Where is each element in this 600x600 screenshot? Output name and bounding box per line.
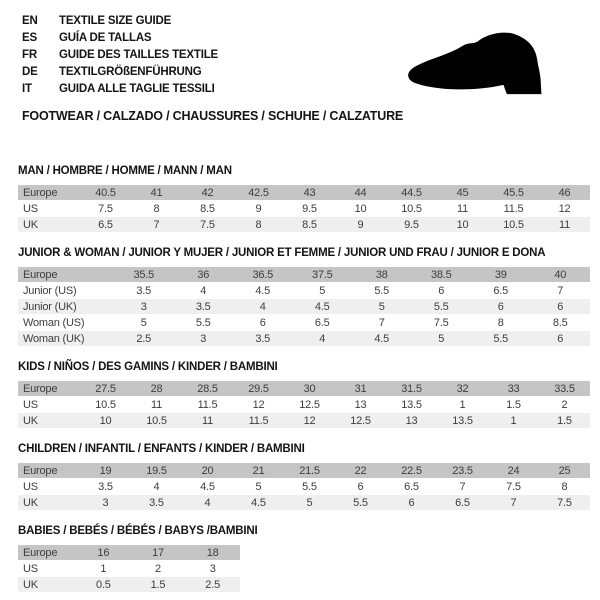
size-cell: 41 [131,185,182,200]
size-cell: 4 [233,299,293,314]
row-label-cell: US [23,480,38,493]
size-cell: 8 [233,217,284,232]
table-row [18,283,590,298]
size-cell: 1.5 [539,413,590,428]
size-cell: 38 [352,267,412,282]
size-cell: 11 [182,413,233,428]
size-cell: 3.5 [174,299,234,314]
size-cell: 3.5 [136,284,152,297]
size-table [18,462,590,511]
table-row [18,217,590,232]
size-cell: 10.5 [488,217,539,232]
size-cell: 45.5 [488,185,539,200]
row-label-cell: Junior (UK) [18,299,114,314]
size-cell: 6 [531,299,591,314]
size-cell: 12.5 [335,413,386,428]
size-cell: 7 [459,480,466,493]
table-row [18,479,590,494]
table-row [18,201,590,216]
size-cell: 32 [437,381,488,396]
size-cell: 28.5 [182,381,233,396]
size-cell: 5 [255,480,262,493]
size-cell: 7 [557,284,564,297]
language-code: ES [22,32,37,44]
size-cell: 8 [153,202,160,215]
size-cell: 33.5 [539,381,590,396]
table-row [18,413,590,428]
size-cell: 31 [335,381,386,396]
size-cell: 5.5 [374,284,390,297]
size-cell: 29.5 [233,381,284,396]
section-title: KIDS / NIÑOS / DES GAMINS / KINDER / BAMBINI [18,361,278,373]
size-cell: 4.5 [352,331,412,346]
size-cell: 13 [354,398,367,411]
table-row [18,545,240,560]
size-cell: 7 [131,217,182,232]
size-table [18,184,590,233]
size-cell: 10.5 [131,413,182,428]
size-cell: 16 [76,545,131,560]
size-cell: 12 [558,202,571,215]
size-guide-sections [18,165,590,600]
size-cell: 36.5 [233,267,293,282]
size-cell: 5.5 [302,480,317,493]
row-label-cell: Europe [18,267,114,282]
size-cell: 11.5 [197,398,218,411]
size-cell: 30 [284,381,335,396]
size-cell: 2.5 [185,577,240,592]
size-cell: 3.5 [98,480,113,493]
row-label-cell: Europe [18,545,76,560]
size-cell: 6.5 [493,284,509,297]
size-cell: 42.5 [233,185,284,200]
row-label-cell: UK [18,577,76,592]
row-label-cell: UK [18,495,80,510]
size-cell: 3 [209,562,216,575]
size-cell: 8.5 [284,217,335,232]
size-cell: 5.5 [412,299,472,314]
row-label-cell: US [23,202,38,215]
size-cell: 8.5 [200,202,215,215]
size-cell: 12 [284,413,335,428]
size-cell: 5 [319,284,326,297]
size-cell: 2 [561,398,568,411]
size-cell: 1 [459,398,466,411]
language-row [22,64,218,81]
section-title: MAN / HOMBRE / HOMME / MANN / MAN [18,165,232,177]
size-cell: 4 [293,331,353,346]
row-label-cell: Europe [18,185,80,200]
table-row [18,267,590,282]
size-cell: 39 [471,267,531,282]
size-cell: 4 [182,495,233,510]
size-cell: 46 [539,185,590,200]
size-cell: 10 [437,217,488,232]
size-cell: 5 [352,299,412,314]
size-cell: 6.5 [314,316,330,329]
shoe-icon [393,20,577,100]
size-cell: 9.5 [302,202,317,215]
size-cell: 3 [80,495,131,510]
size-cell: 4.5 [255,284,271,297]
language-label: TEXTILGRÖßENFÜHRUNG [59,66,202,78]
size-cell: 38.5 [412,267,472,282]
size-cell: 13.5 [437,413,488,428]
size-cell: 40.5 [80,185,131,200]
language-label: GUIDE DES TAILLES TEXTILE [59,49,218,61]
size-cell: 40 [531,267,591,282]
row-label-cell: Woman (UK) [18,331,114,346]
size-cell: 19 [80,463,131,478]
size-cell: 1 [488,413,539,428]
size-cell: 7.5 [506,480,521,493]
language-row [22,13,218,30]
language-row [22,81,218,98]
size-cell: 8 [497,316,504,329]
size-cell: 35.5 [114,267,174,282]
row-label-cell: Junior (US) [23,284,77,297]
table-row [18,397,590,412]
table-row [18,495,590,510]
size-cell: 13.5 [401,398,422,411]
size-cell: 22 [335,463,386,478]
size-cell: 6.5 [80,217,131,232]
row-label-cell: Europe [18,463,80,478]
language-code: EN [22,15,38,27]
row-label-cell: US [23,562,38,575]
table-row [18,463,590,478]
size-cell: 7.5 [433,316,449,329]
language-row [22,47,218,64]
size-section [18,165,590,233]
language-code: FR [22,49,37,61]
size-cell: 6.5 [404,480,419,493]
size-cell: 9.5 [386,217,437,232]
row-label-cell: Europe [18,381,80,396]
size-cell: 44.5 [386,185,437,200]
row-label-cell: US [23,398,38,411]
size-cell: 2 [155,562,161,575]
size-cell: 3 [174,331,234,346]
size-cell: 8 [561,480,568,493]
table-row [18,561,240,576]
size-cell: 18 [185,545,240,560]
language-label: GUÍA DE TALLAS [59,32,152,44]
size-cell: 5.5 [195,316,211,329]
size-cell: 5 [140,316,147,329]
size-table [18,544,240,593]
size-cell: 6 [357,480,364,493]
size-section [18,443,590,511]
size-cell: 24 [488,463,539,478]
table-row [18,331,590,346]
size-cell: 5.5 [471,331,531,346]
size-cell: 12 [252,398,265,411]
size-cell: 10 [80,413,131,428]
size-cell: 11 [456,202,469,215]
size-cell: 19.5 [131,463,182,478]
row-label-cell: UK [18,217,80,232]
size-cell: 45 [437,185,488,200]
language-row [22,30,218,47]
size-cell: 31.5 [386,381,437,396]
row-label-cell: UK [18,413,80,428]
size-cell: 2.5 [114,331,174,346]
language-list [22,13,218,98]
size-cell: 11 [539,217,590,232]
size-cell: 43 [284,185,335,200]
category-title: FOOTWEAR / CALZADO / CHAUSSURES / SCHUHE / CALZATURE [22,109,404,123]
size-cell: 1.5 [506,398,521,411]
size-cell: 21.5 [284,463,335,478]
section-title: BABIES / BEBÉS / BÉBÉS / BABYS /BAMBINI [18,525,258,537]
size-cell: 7 [488,495,539,510]
size-cell: 36 [174,267,234,282]
size-cell: 21 [233,463,284,478]
size-cell: 10.5 [95,398,116,411]
language-code: IT [22,83,32,95]
size-cell: 5 [412,331,472,346]
table-row [18,577,240,592]
size-section [18,525,590,593]
size-cell: 7.5 [98,202,113,215]
size-cell: 33 [488,381,539,396]
section-title: CHILDREN / INFANTIL / ENFANTS / KINDER / BAMBINI [18,443,305,455]
size-cell: 7 [378,316,385,329]
size-cell: 9 [335,217,386,232]
row-label-cell: Woman (US) [23,316,85,329]
table-row [18,185,590,200]
language-code: DE [22,66,38,78]
size-cell: 6 [259,316,266,329]
size-cell: 10 [354,202,367,215]
language-label: TEXTILE SIZE GUIDE [59,15,172,27]
size-cell: 22.5 [386,463,437,478]
size-cell: 5 [284,495,335,510]
size-cell: 4 [200,284,207,297]
size-cell: 12.5 [299,398,320,411]
size-cell: 3.5 [233,331,293,346]
size-cell: 11.5 [503,202,524,215]
size-cell: 8.5 [552,316,568,329]
size-table [18,380,590,429]
table-row [18,381,590,396]
size-cell: 9 [255,202,262,215]
size-cell: 11 [150,398,163,411]
size-cell: 3 [114,299,174,314]
size-cell: 3.5 [131,495,182,510]
size-cell: 11.5 [233,413,284,428]
size-cell: 4.5 [233,495,284,510]
table-row [18,299,590,314]
size-cell: 1 [100,562,107,575]
table-row [18,315,590,330]
size-cell: 13 [386,413,437,428]
size-cell: 28 [131,381,182,396]
size-cell: 4 [153,480,160,493]
size-cell: 6 [438,284,445,297]
size-cell: 10.5 [401,202,422,215]
size-cell: 4.5 [200,480,215,493]
size-cell: 25 [539,463,590,478]
section-title: JUNIOR & WOMAN / JUNIOR Y MUJER / JUNIOR ET FEMME / JUNIOR UND FRAU / JUNIOR E DONA [18,247,546,259]
size-cell: 23.5 [437,463,488,478]
size-cell: 42 [182,185,233,200]
size-cell: 1.5 [131,577,186,592]
size-section [18,247,590,347]
language-label: GUIDA ALLE TAGLIE TESSILI [59,83,215,95]
size-cell: 44 [335,185,386,200]
size-cell: 4.5 [293,299,353,314]
size-section [18,361,590,429]
size-cell: 0.5 [76,577,131,592]
size-cell: 17 [131,545,186,560]
size-cell: 6 [386,495,437,510]
size-cell: 27.5 [80,381,131,396]
size-cell: 20 [182,463,233,478]
size-cell: 6 [471,299,531,314]
size-cell: 7.5 [539,495,590,510]
size-cell: 6 [531,331,591,346]
size-cell: 7.5 [182,217,233,232]
size-cell: 5.5 [335,495,386,510]
size-cell: 37.5 [293,267,353,282]
size-table [18,266,590,347]
size-cell: 6.5 [437,495,488,510]
